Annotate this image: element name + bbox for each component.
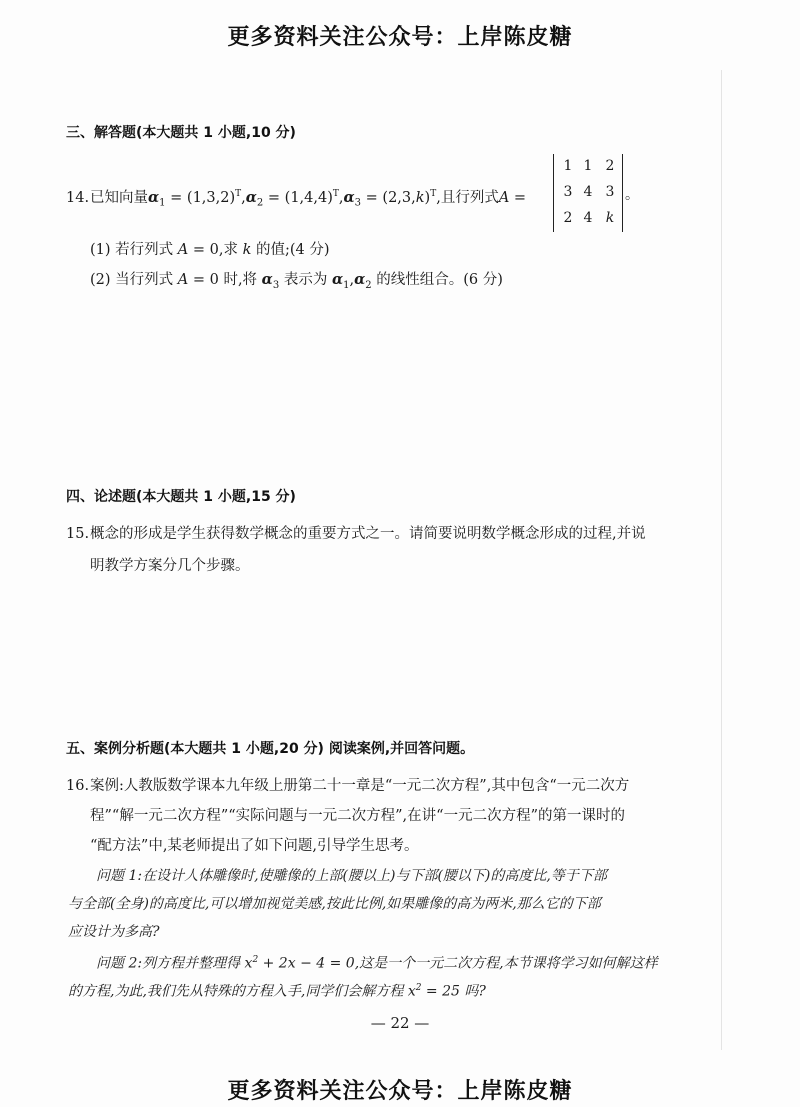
bottom-banner: 更多资料关注公众号：上岸陈皮糖 — [227, 1079, 573, 1104]
matrix-cell: 3 — [605, 184, 615, 200]
matrix-cell: 4 — [583, 184, 593, 200]
q16-problem1-line1: 问题 1:在设计人体雕像时,使雕像的上部(腰以上)与下部(腰以下)的高度比,等于下部 — [96, 868, 607, 884]
q15-number: 15. — [66, 526, 90, 542]
page-number: — 22 — — [370, 1014, 430, 1032]
q14-stem: 14.已知向量$\alpha_1 = (1,3,2)^T,\alpha_2 = (1,4,4)^T,\alpha_3 = (2,3,k)^T$,且行列式A = — [66, 188, 527, 209]
scan-edge-line — [721, 70, 722, 1050]
q14-number: 14. — [66, 189, 90, 206]
matrix-cell: 3 — [563, 184, 573, 200]
q16-problem2-line1: 问题 2:列方程并整理得 $x^2 + 2x - 4 = 0$,这是一个一元二次方程,本节课将学习如何解这样 — [96, 955, 658, 972]
section5-heading: 五、案例分析题(本大题共 1 小题,20 分) 阅读案例,并回答问题。 — [66, 741, 475, 757]
q16-line2: 程”“解一元二次方程”“实际问题与一元二次方程”,在讲“一元二次方程”的第一课时的 — [90, 808, 625, 824]
q16-line3: “配方法”中,某老师提出了如下问题,引导学生思考。 — [90, 838, 419, 854]
q14-part1: (1) 若行列式 A = 0,求 k 的值;(4 分) — [90, 242, 330, 258]
matrix-cell: 2 — [563, 210, 573, 226]
q15-line1: 15.概念的形成是学生获得数学概念的重要方式之一。请简要说明数学概念形成的过程,并说 — [66, 526, 646, 542]
matrix-cell: 1 — [563, 158, 573, 174]
determinant-matrix — [553, 154, 623, 232]
q14-part2: (2) 当行列式 A = 0 时,将 $\alpha_3$ 表示为 $\alpha_1,\alpha_2$ 的线性组合。(6 分) — [90, 271, 503, 291]
q16-problem1-line3: 应设计为多高? — [68, 924, 160, 940]
q16-line1: 16.案例:人教版数学课本九年级上册第二十一章是“一元二次方程”,其中包含“一元二次方 — [66, 778, 630, 794]
q14-end-mark: 。 — [625, 187, 639, 203]
section4-heading: 四、论述题(本大题共 1 小题,15 分) — [66, 489, 296, 505]
q15-line2: 明教学方案分几个步骤。 — [90, 558, 250, 574]
matrix-cell: 2 — [605, 158, 615, 174]
q16-problem1-line2: 与全部(全身)的高度比,可以增加视觉美感,按此比例,如果雕像的高为两米,那么它的下部 — [68, 896, 601, 912]
q14-lead: 已知向量 — [90, 189, 148, 206]
top-banner: 更多资料关注公众号：上岸陈皮糖 — [227, 25, 573, 50]
q16-problem2-line2: 的方程,为此,我们先从特殊的方程入手,同学们会解方程 $x^2 = 25$ 吗? — [68, 983, 486, 1000]
matrix-cell: 4 — [583, 210, 593, 226]
q16-number: 16. — [66, 778, 90, 794]
matrix-cell: 1 — [583, 158, 593, 174]
matrix-cell: k — [605, 210, 615, 226]
section3-heading: 三、解答题(本大题共 1 小题,10 分) — [66, 125, 296, 141]
